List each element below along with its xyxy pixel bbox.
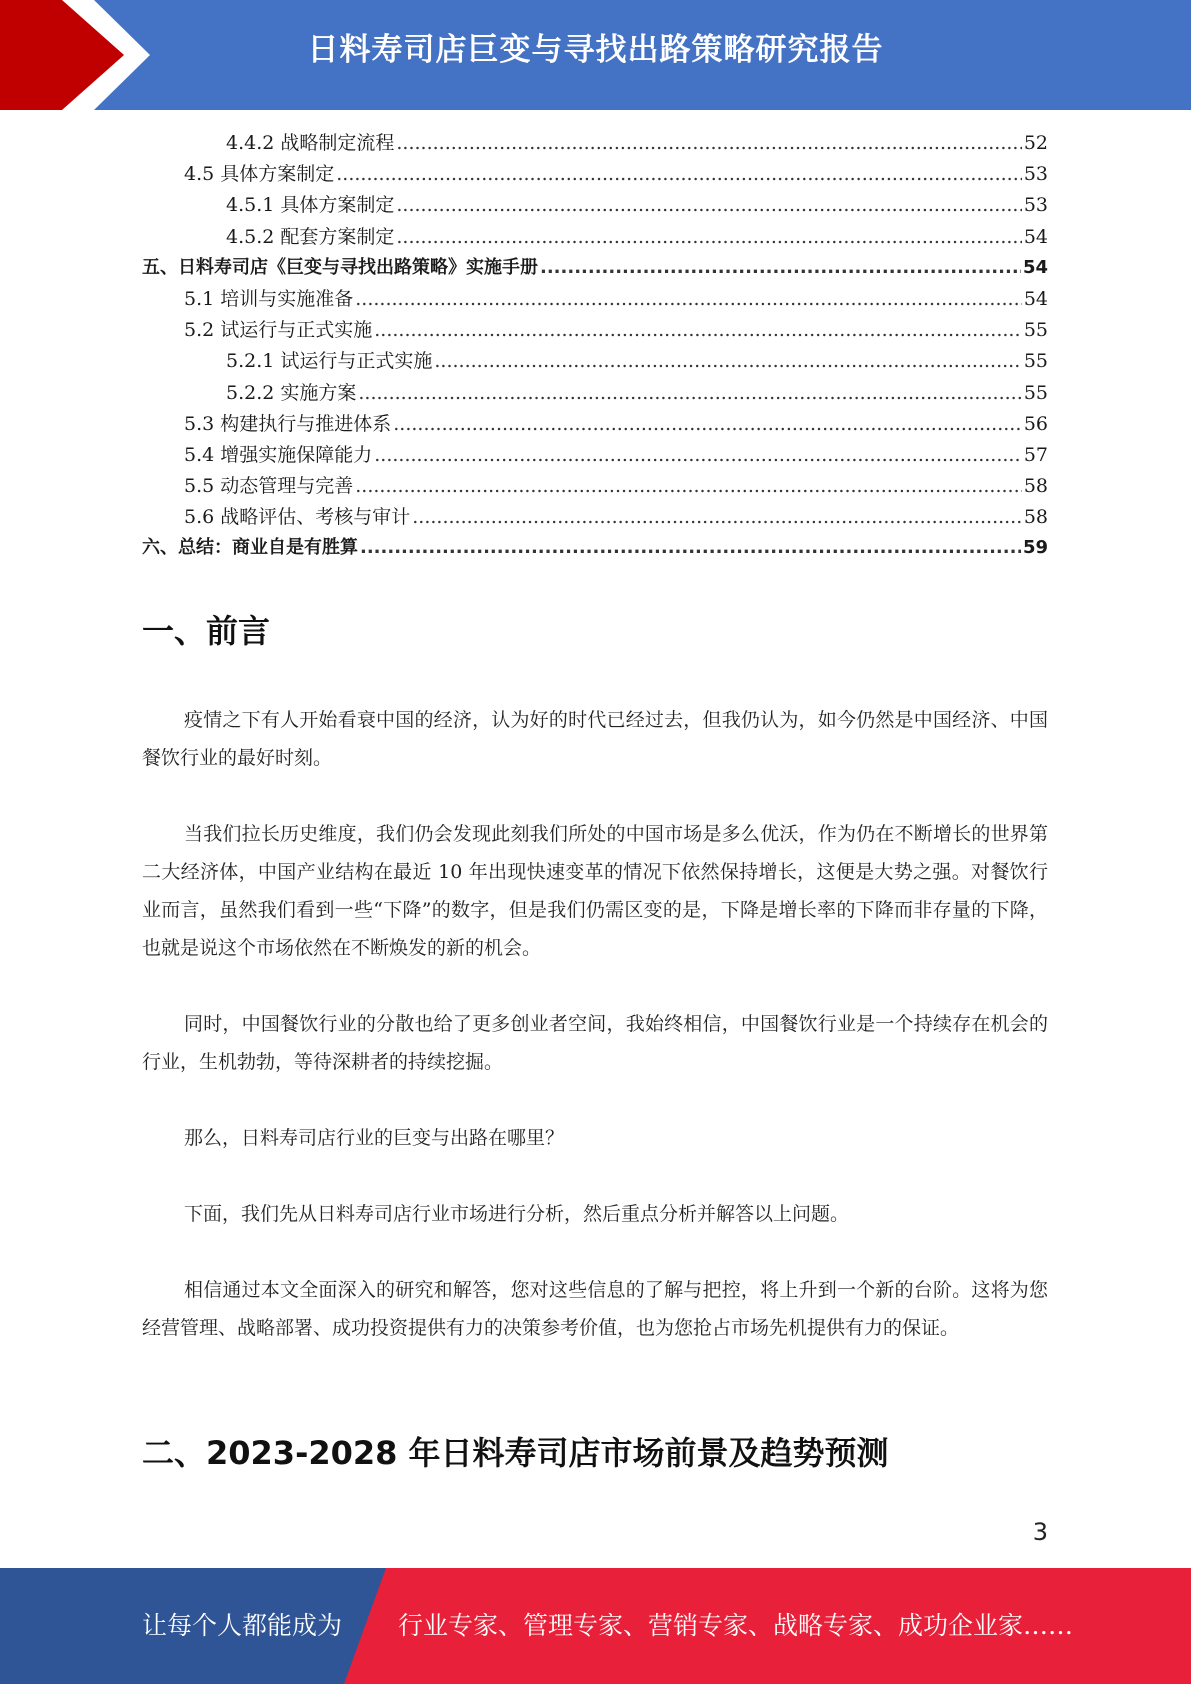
toc-entry[interactable] bbox=[142, 502, 1048, 533]
toc-entry-page: 54 bbox=[1022, 256, 1048, 278]
page-number: 3 bbox=[1032, 1518, 1048, 1546]
toc-entry-page: 55 bbox=[1023, 319, 1048, 342]
toc-entry-page: 53 bbox=[1023, 194, 1048, 217]
toc-entry[interactable] bbox=[142, 378, 1048, 409]
page-footer bbox=[0, 1568, 1191, 1684]
section-heading-preface: 一、前言 bbox=[142, 612, 271, 650]
toc-entry-title: 5.2.2 实施方案 bbox=[226, 381, 357, 404]
toc-entry-title: 五、日料寿司店《巨变与寻找出路策略》实施手册 bbox=[142, 256, 538, 278]
toc-leader bbox=[434, 350, 1021, 372]
section-heading-forecast: 二、2023-2028 年日料寿司店市场前景及趋势预测 bbox=[142, 1434, 889, 1472]
toc-entry[interactable] bbox=[142, 471, 1048, 502]
toc-leader bbox=[374, 444, 1022, 466]
footer-slogan-left: 让每个人都能成为 bbox=[142, 1611, 343, 1640]
toc-entry-title: 4.4.2 战略制定流程 bbox=[226, 132, 395, 154]
toc-leader bbox=[374, 319, 1022, 341]
toc-entry-page: 54 bbox=[1023, 225, 1048, 248]
toc-entry[interactable] bbox=[142, 222, 1048, 253]
toc-entry-title: 六、总结：商业自是有胜算 bbox=[142, 537, 358, 559]
toc-leader bbox=[336, 163, 1022, 185]
report-title: 日料寿司店巨变与寻找出路策略研究报告 bbox=[307, 32, 884, 68]
toc-entry-page: 55 bbox=[1023, 350, 1048, 373]
toc-entry-title: 5.6 战略评估、考核与审计 bbox=[184, 506, 411, 529]
body-paragraph: 疫情之下有人开始看衰中国的经济，认为好的时代已经过去，但我仍认为，如今仍然是中国经济、中国餐饮行业的最好时刻。 bbox=[142, 709, 1048, 769]
toc-entry[interactable] bbox=[142, 128, 1048, 159]
toc-entry-page: 58 bbox=[1023, 506, 1048, 529]
toc-entry[interactable] bbox=[142, 190, 1048, 221]
toc-entry-title: 5.2.1 试运行与正式实施 bbox=[226, 350, 433, 373]
toc-entry[interactable] bbox=[142, 315, 1048, 346]
toc-entry-page: 59 bbox=[1022, 537, 1048, 559]
toc-entry-page: 56 bbox=[1023, 412, 1048, 435]
toc-leader bbox=[412, 506, 1022, 528]
toc-entry-title: 5.2 试运行与正式实施 bbox=[184, 319, 373, 342]
page-header bbox=[0, 0, 1191, 110]
body-paragraph: 当我们拉长历史维度，我们仍会发现此刻我们所处的中国市场是多么优沃，作为仍在不断增长的世界第二大经济体，中国产业结构在最近 10 年出现快速变革的情况下依然保持增长，这便是大势之强。对餐饮行业而言，虽然我们看到一些“下降”的数字，但是我们仍需区变的是，下降是增长率的下降而非存量的下降，也就是说这个市场依然在不断焕发的新的机会。 bbox=[142, 823, 1048, 959]
toc-leader bbox=[540, 257, 1021, 278]
toc-leader bbox=[396, 132, 1021, 154]
toc-entry-title: 4.5 具体方案制定 bbox=[184, 163, 335, 186]
toc-entry[interactable] bbox=[142, 533, 1048, 564]
toc-entry[interactable] bbox=[142, 346, 1048, 377]
toc-entry-title: 4.5.2 配套方案制定 bbox=[226, 225, 395, 248]
toc-entry-page: 54 bbox=[1023, 287, 1048, 310]
toc-leader bbox=[396, 226, 1021, 248]
table-of-contents bbox=[142, 128, 1048, 565]
body-paragraph: 那么，日料寿司店行业的巨变与出路在哪里？ bbox=[184, 1127, 565, 1149]
toc-entry-page: 52 bbox=[1023, 132, 1048, 154]
toc-entry-title: 5.1 培训与实施准备 bbox=[184, 287, 354, 310]
toc-entry-title: 5.4 增强实施保障能力 bbox=[184, 443, 373, 466]
toc-leader bbox=[355, 288, 1022, 310]
toc-entry-page: 55 bbox=[1023, 381, 1048, 404]
toc-leader bbox=[393, 413, 1022, 435]
toc-entry-page: 53 bbox=[1023, 163, 1048, 186]
body-paragraph: 下面，我们先从日料寿司店行业市场进行分析，然后重点分析并解答以上问题。 bbox=[184, 1203, 850, 1225]
toc-leader bbox=[355, 475, 1022, 497]
toc-leader bbox=[360, 537, 1021, 558]
toc-entry[interactable] bbox=[142, 409, 1048, 440]
toc-leader bbox=[396, 194, 1021, 216]
toc-leader bbox=[358, 382, 1021, 404]
toc-entry-page: 57 bbox=[1023, 443, 1048, 466]
toc-entry-title: 5.3 构建执行与推进体系 bbox=[184, 412, 392, 435]
body-paragraph: 同时，中国餐饮行业的分散也给了更多创业者空间，我始终相信，中国餐饮行业是一个持续存在机会的行业，生机勃勃，等待深耕者的持续挖掘。 bbox=[142, 1013, 1048, 1073]
toc-entry-title: 4.5.1 具体方案制定 bbox=[226, 194, 395, 217]
toc-entry-page: 58 bbox=[1023, 475, 1048, 498]
toc-entry[interactable] bbox=[142, 284, 1048, 315]
body-paragraph: 相信通过本文全面深入的研究和解答，您对这些信息的了解与把控，将上升到一个新的台阶。这将为您经营管理、战略部署、成功投资提供有力的决策参考价值，也为您抢占市场先机提供有力的保证。 bbox=[142, 1279, 1048, 1339]
toc-entry-title: 5.5 动态管理与完善 bbox=[184, 475, 354, 498]
toc-entry[interactable] bbox=[142, 253, 1048, 284]
toc-entry[interactable] bbox=[142, 440, 1048, 471]
footer-slogan-right: 行业专家、管理专家、营销专家、战略专家、成功企业家…… bbox=[398, 1611, 1074, 1640]
toc-entry[interactable] bbox=[142, 159, 1048, 190]
